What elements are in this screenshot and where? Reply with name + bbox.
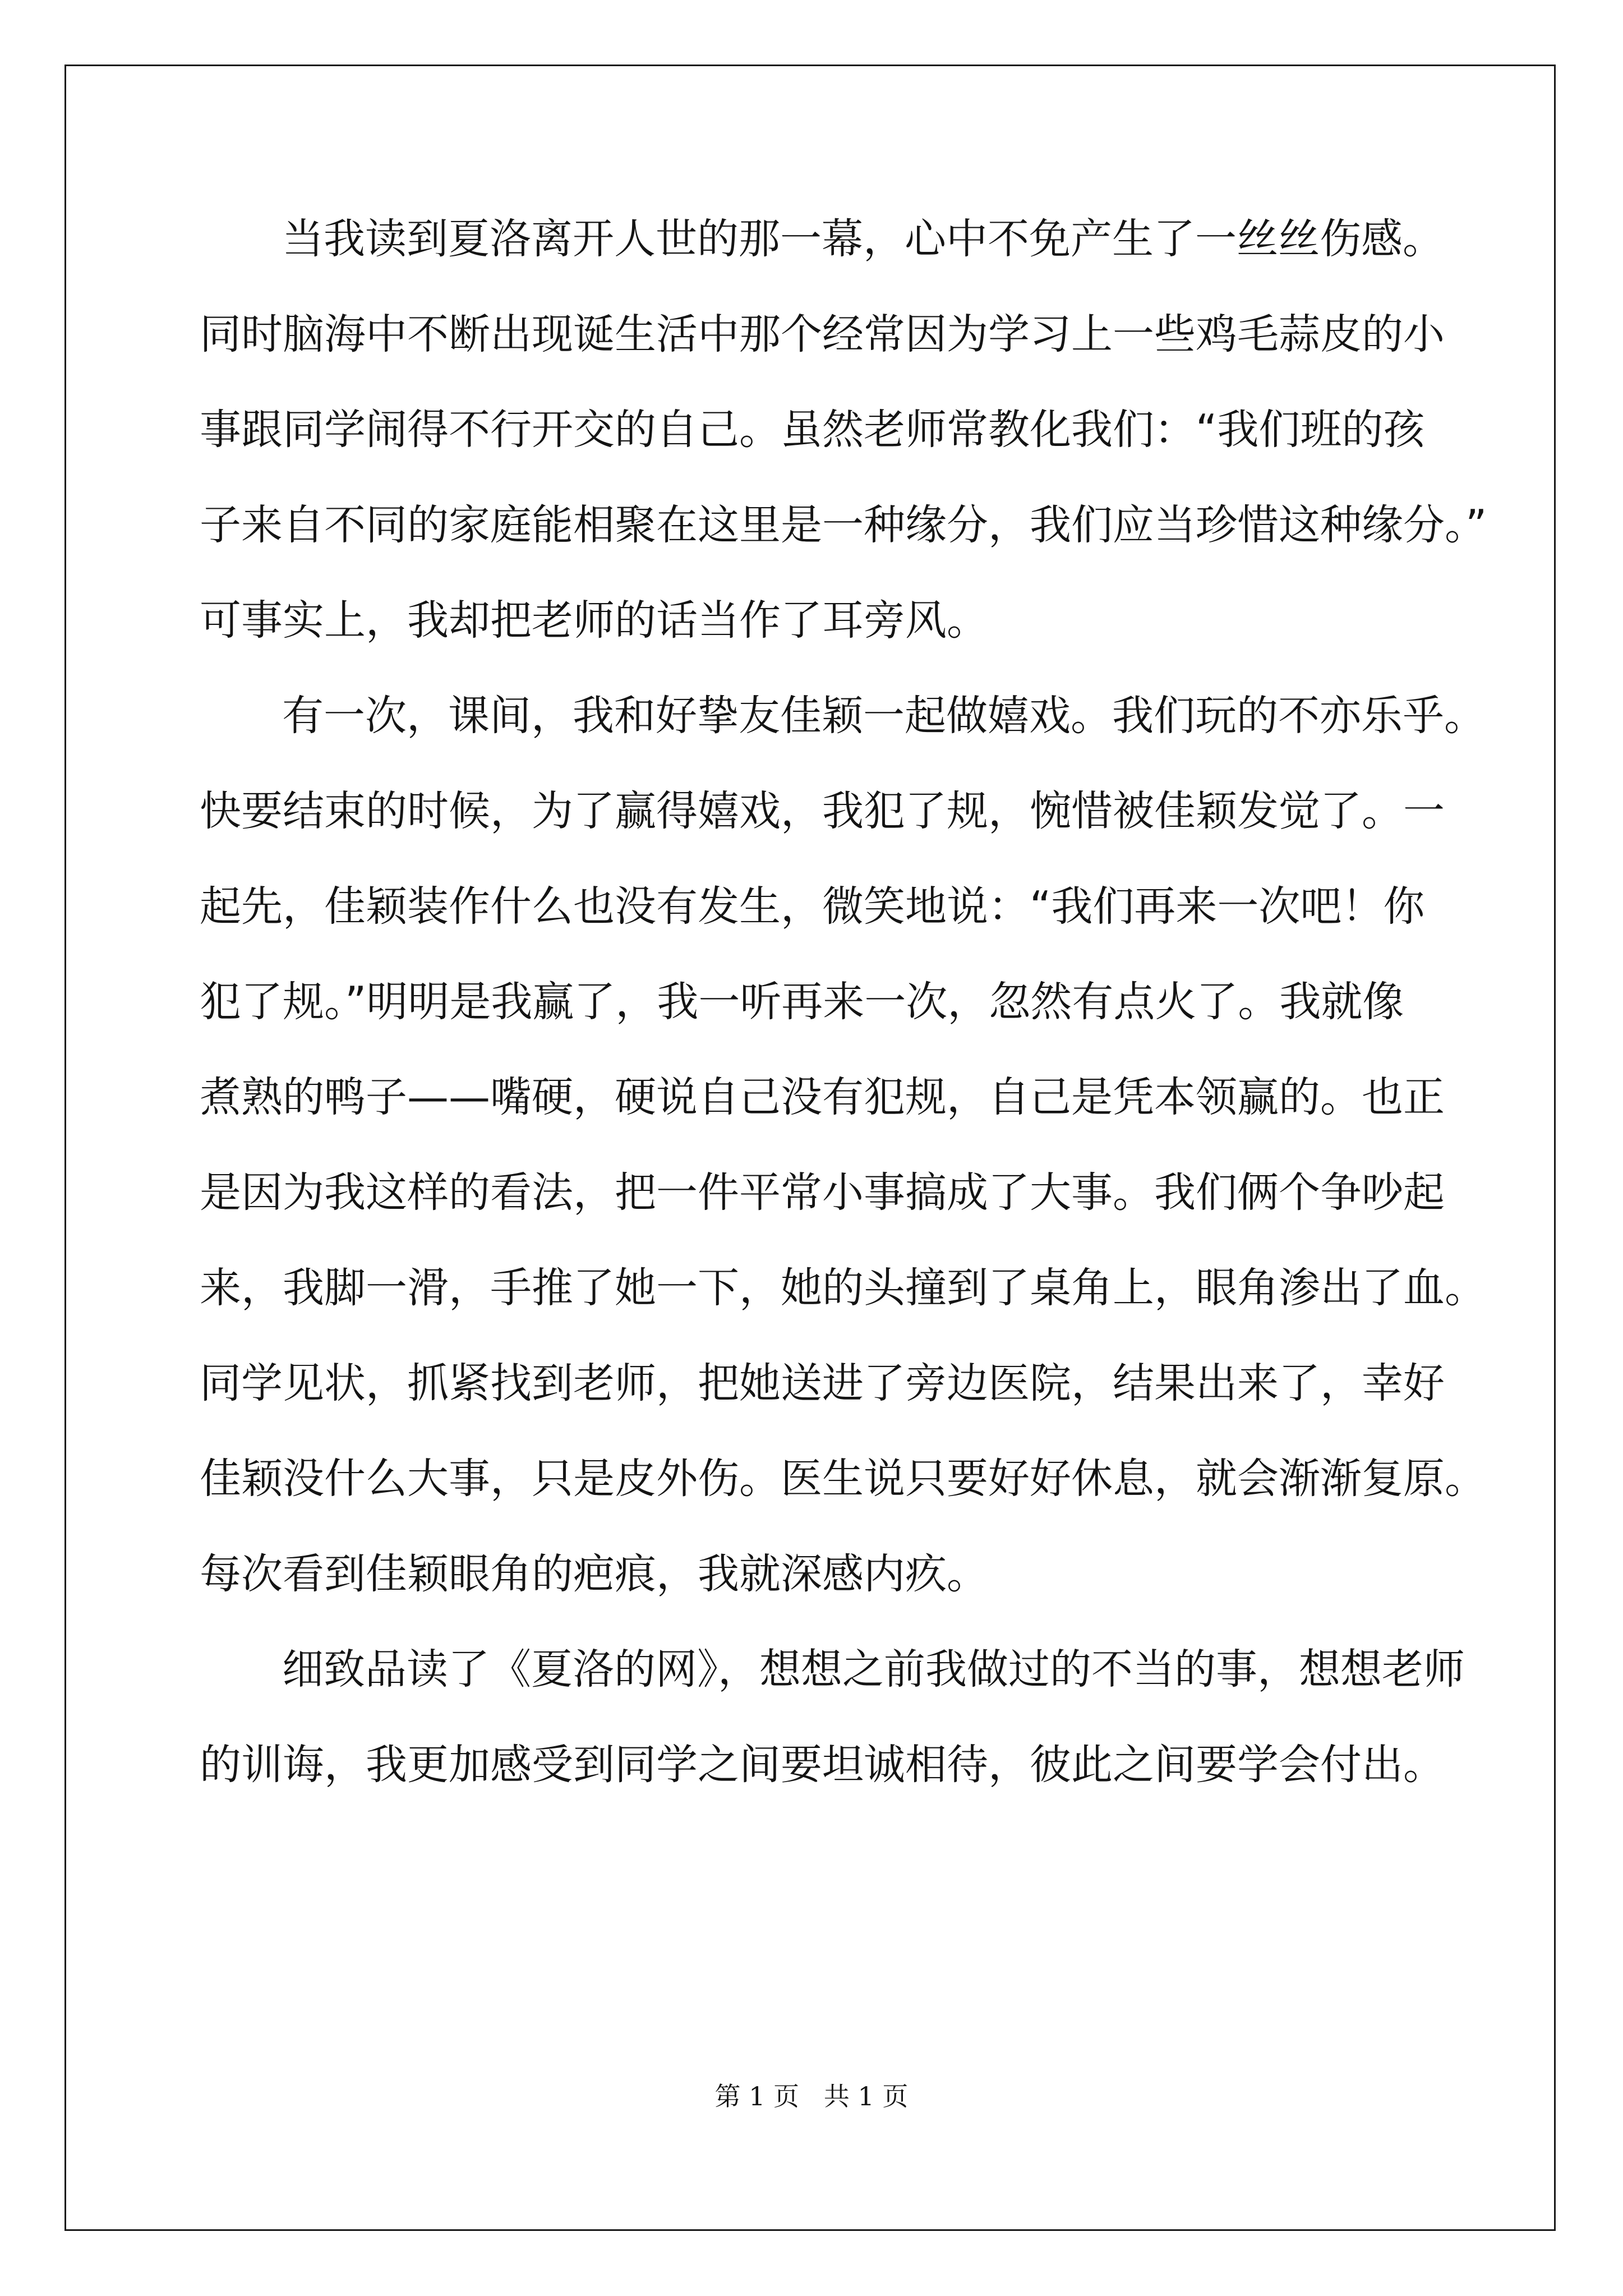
paragraph-2-line-8: 同学见状，抓紧找到老师，把她送进了旁边医院，结果出来了，幸好 (200, 1359, 1445, 1407)
paragraph-2-line-2: 快要结束的时候，为了赢得嬉戏，我犯了规，惋惜被佳颖发觉了。一 (200, 787, 1445, 835)
paragraph-2-line-4: 犯了规。”明明是我赢了，我一听再来一次，忽然有点火了。我就像 (200, 978, 1404, 1026)
paragraph-1-line-1: 当我读到夏洛离开人世的那一幕，心中不免产生了一丝丝伤感。 (282, 215, 1444, 263)
page-number-footer: 第 1 页 共 1 页 (714, 2081, 909, 2111)
paragraph-1-line-5: 可事实上，我却把老师的话当作了耳旁风。 (200, 596, 988, 645)
paragraph-2-line-10: 每次看到佳颖眼角的疤痕，我就深感内疚。 (200, 1550, 988, 1598)
paragraph-2-line-1: 有一次，课间，我和好挚友佳颖一起做嬉戏。我们玩的不亦乐乎。 (282, 692, 1486, 740)
page-border (64, 65, 1556, 2231)
paragraph-3-line-2: 的训诲，我更加感受到同学之间要坦诚相待，彼此之间要学会付出。 (200, 1741, 1445, 1789)
paragraph-2-line-7: 来，我脚一滑，手推了她一下，她的头撞到了桌角上，眼角渗出了血。 (200, 1264, 1486, 1312)
paragraph-1-line-3: 事跟同学闹得不行开交的自己。虽然老师常教化我们：“我们班的孩 (200, 406, 1425, 454)
paragraph-1-line-2: 同时脑海中不断出现诞生活中那个经常因为学习上一些鸡毛蒜皮的小 (200, 310, 1445, 358)
paragraph-2-line-5: 煮熟的鸭子——嘴硬，硬说自己没有犯规，自己是凭本领赢的。也正 (200, 1073, 1445, 1121)
paragraph-3-line-1: 细致品读了《夏洛的网》，想想之前我做过的不当的事，想想老师 (282, 1645, 1465, 1694)
paragraph-2-line-6: 是因为我这样的看法，把一件平常小事搞成了大事。我们俩个争吵起 (200, 1168, 1445, 1217)
paragraph-1-line-4: 子来自不同的家庭能相聚在这里是一种缘分，我们应当珍惜这种缘分。” (200, 501, 1487, 549)
paragraph-2-line-3: 起先，佳颖装作什么也没有发生，微笑地说：“我们再来一次吧！你 (200, 882, 1425, 931)
paragraph-2-line-9: 佳颖没什么大事，只是皮外伤。医生说只要好好休息，就会渐渐复原。 (200, 1455, 1486, 1503)
